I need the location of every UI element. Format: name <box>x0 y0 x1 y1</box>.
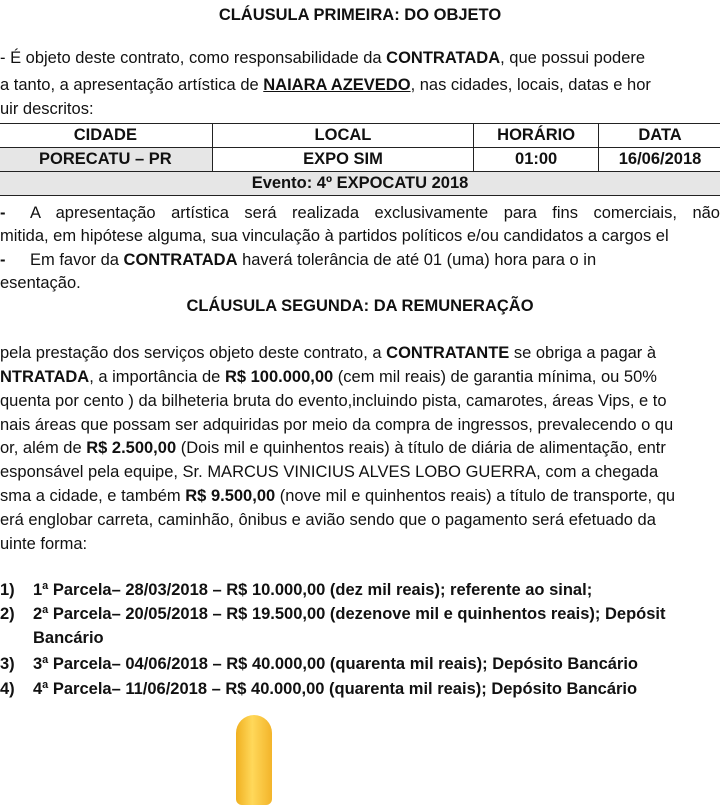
party-name: CONTRATADA <box>386 49 501 67</box>
pointing-finger-icon <box>236 715 272 805</box>
text-segment: A apresentação artística será realizada exclusivamente para fins comerciais, não <box>30 204 720 222</box>
list-text: 3ª Parcela– 04/06/2018 – R$ 40.000,00 (quarenta mil reais); Depósito Bancário <box>33 655 639 673</box>
list-item <box>0 604 666 624</box>
text-segment: a tanto, a apresentação artística de <box>0 76 264 94</box>
list-number: 3) <box>0 655 15 673</box>
text-line: mitida, em hipótese alguma, sua vinculação à partidos políticos e/ou candidatos a cargos el <box>0 227 669 245</box>
text-line: nais áreas que possam ser adquiridas por meio da compra de ingressos, prevalecendo o qu <box>0 416 674 434</box>
list-text: 2ª Parcela– 20/05/2018 – R$ 19.500,00 (dezenove mil e quinhentos reais); Depósit <box>33 605 666 623</box>
table-header: DATA <box>599 124 720 148</box>
text-segment: , que possui podere <box>500 49 646 67</box>
party-name: CONTRATADA <box>123 251 238 269</box>
text-line <box>0 438 666 458</box>
text-line: esponsável pela equipe, Sr. MARCUS VINICIUS ALVES LOBO GUERRA, com a chegada <box>0 463 659 481</box>
list-number: 4) <box>0 680 15 698</box>
text-line: erá englobar carreta, caminhão, ônibus e avião sendo que o pagamento será efetuado da <box>0 511 656 529</box>
artist-name: NAIARA AZEVEDO <box>263 76 411 94</box>
list-item <box>0 580 593 600</box>
table-header: CIDADE <box>0 124 212 148</box>
text-segment: , a importância de <box>89 368 225 386</box>
text-line <box>0 486 675 506</box>
text-line: uinte forma: <box>0 535 88 553</box>
text-segment: or, além de <box>0 439 87 457</box>
text-segment: haverá tolerância de até 01 (uma) hora para o in <box>237 251 597 269</box>
amount: R$ 9.500,00 <box>185 487 276 505</box>
text-line: quenta por cento ) da bilheteria bruta do evento,incluindo pista, camarotes, áreas Vips, e to <box>0 392 667 410</box>
text-segment: sma a cidade, e também <box>0 487 186 505</box>
text-line <box>0 75 651 95</box>
text-line <box>0 203 720 223</box>
party-name: CONTRATANTE <box>386 344 510 362</box>
table-cell: 01:00 <box>474 148 599 172</box>
text-segment: (nove mil e quinhentos reais) a título de transporte, qu <box>275 487 676 505</box>
text-segment: , nas cidades, locais, datas e hor <box>410 76 651 94</box>
list-number: 1) <box>0 581 15 599</box>
text-segment: - É objeto deste contrato, como responsabilidade da <box>0 49 387 67</box>
text-segment: - <box>0 251 6 269</box>
list-item <box>0 654 639 674</box>
text-line <box>0 250 720 270</box>
amount: R$ 100.000,00 <box>224 368 334 386</box>
table-cell: 16/06/2018 <box>599 148 720 172</box>
table-cell: PORECATU – PR <box>0 148 212 172</box>
list-text: Bancário <box>33 629 104 647</box>
table-header: HORÁRIO <box>474 124 599 148</box>
text-segment: se obriga a pagar à <box>509 344 657 362</box>
table-event-row <box>0 172 720 196</box>
event-name: Evento: 4º EXPOCATU 2018 <box>0 172 720 196</box>
clause2-title: CLÁUSULA SEGUNDA: DA REMUNERAÇÃO <box>186 297 534 315</box>
schedule-table <box>0 123 720 196</box>
table-header: LOCAL <box>212 124 474 148</box>
text-line <box>0 343 656 363</box>
amount: R$ 2.500,00 <box>86 439 177 457</box>
list-item <box>0 679 638 699</box>
text-line <box>0 367 657 387</box>
list-number: 2) <box>0 605 15 623</box>
text-line: esentação. <box>0 274 81 292</box>
text-segment: pela prestação dos serviços objeto deste contrato, a <box>0 344 387 362</box>
text-segment: - <box>0 204 6 222</box>
text-segment <box>30 250 596 270</box>
text-line: uir descritos: <box>0 100 94 118</box>
text-segment: (cem mil reais) de garantia mínima, ou 50% <box>333 368 657 386</box>
party-name: NTRATADA <box>0 368 90 386</box>
clause1-title: CLÁUSULA PRIMEIRA: DO OBJETO <box>218 6 502 24</box>
table-header-row <box>0 124 720 148</box>
text-segment: (Dois mil e quinhentos reais) à título de diária de alimentação, entr <box>176 439 666 457</box>
text-line <box>0 48 645 68</box>
table-cell: EXPO SIM <box>212 148 474 172</box>
text-segment: Em favor da <box>30 251 124 269</box>
table-row <box>0 148 720 172</box>
list-text: 1ª Parcela– 28/03/2018 – R$ 10.000,00 (dez mil reais); referente ao sinal; <box>33 581 593 599</box>
list-text: 4ª Parcela– 11/06/2018 – R$ 40.000,00 (quarenta mil reais); Depósito Bancário <box>33 680 638 698</box>
